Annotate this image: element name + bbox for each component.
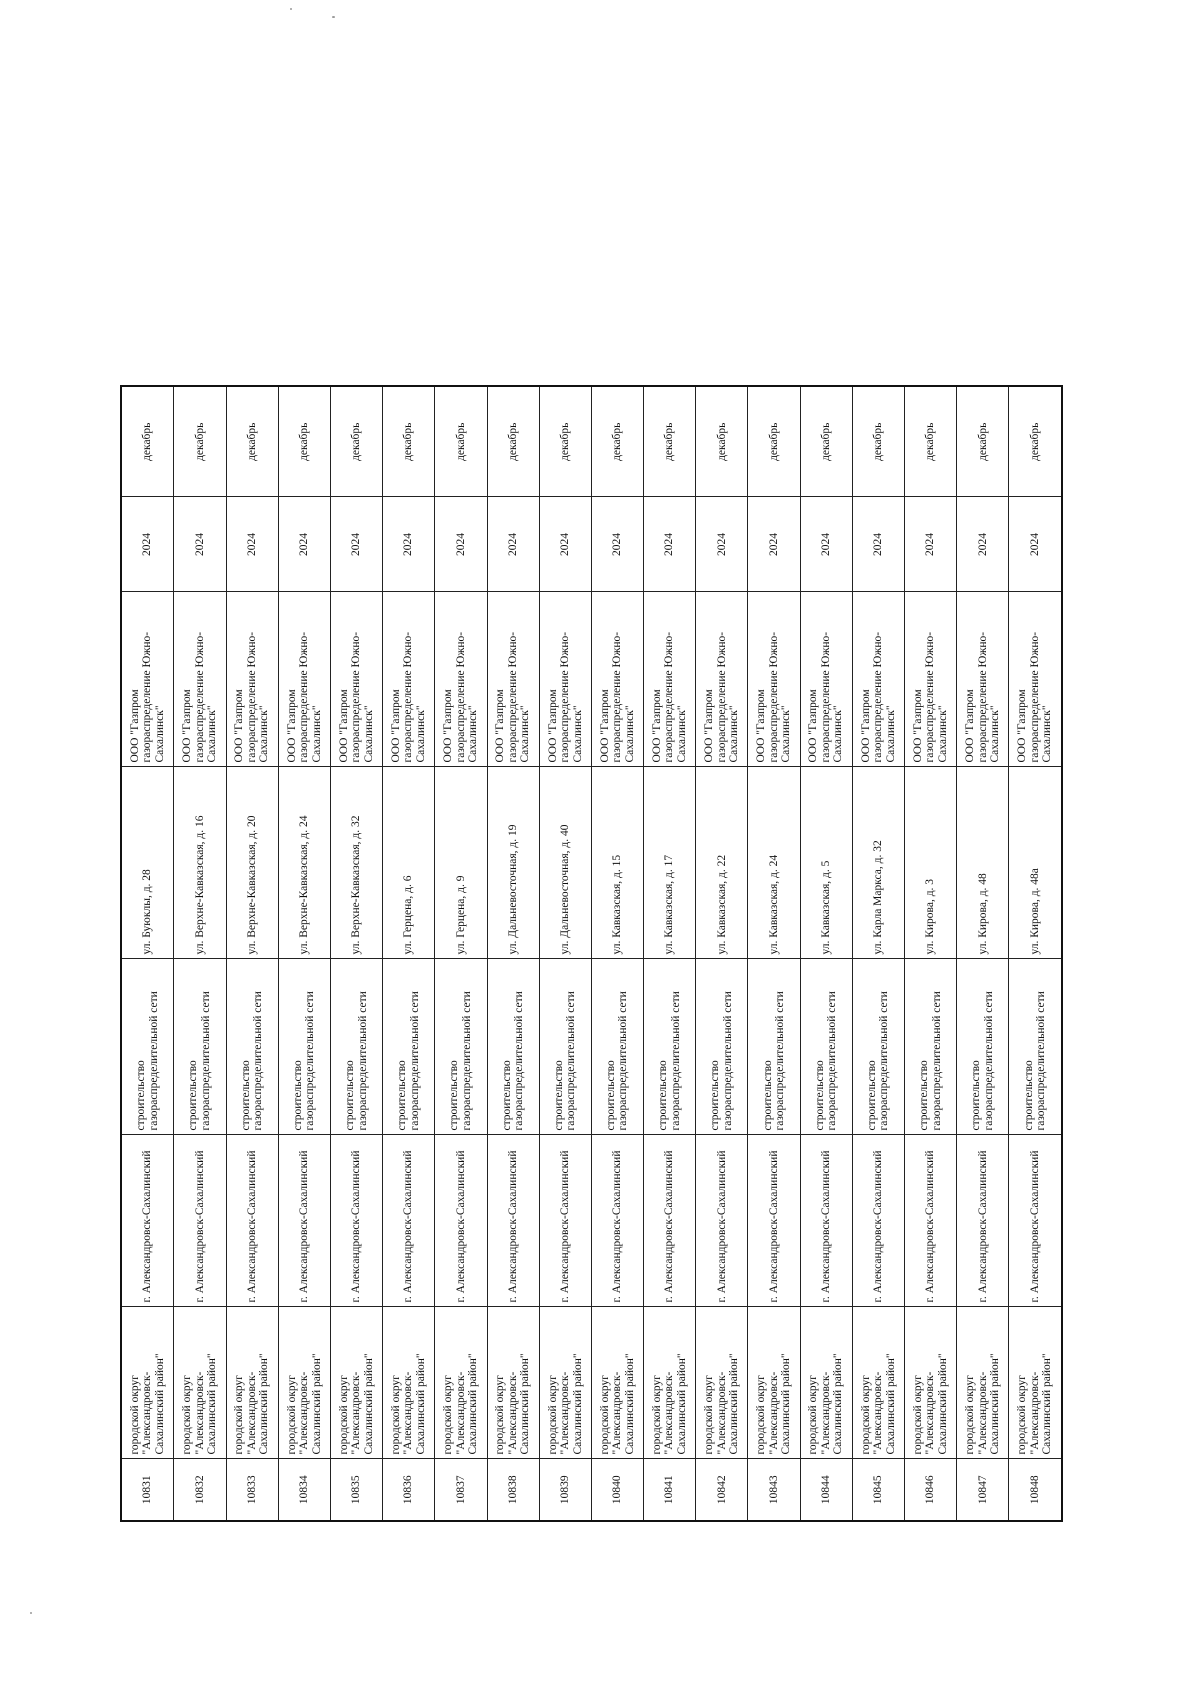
district-cell: городской округ "Александровск-Сахалинский район" (852, 1307, 904, 1459)
month-cell: декабрь (278, 386, 330, 497)
month-cell: декабрь (591, 386, 643, 497)
organization-cell: ООО "Газпром газораспределение Южно-Сахалинск" (852, 592, 904, 767)
month-cell: декабрь (800, 386, 852, 497)
work-type-cell: строительство газораспределительной сети (591, 959, 643, 1135)
district-cell: городской округ "Александровск-Сахалинский район" (487, 1307, 539, 1459)
month-cell: декабрь (383, 386, 435, 497)
table-row (435, 386, 487, 1521)
table-row (644, 386, 696, 1521)
work-type-cell: строительство газораспределительной сети (957, 959, 1009, 1135)
locality-cell: г. Александровск-Сахалинский (278, 1135, 330, 1307)
locality-cell: г. Александровск-Сахалинский (905, 1135, 957, 1307)
row-number: 10843 (748, 1459, 800, 1521)
month-cell: декабрь (121, 386, 174, 497)
table-row (330, 386, 382, 1521)
locality-cell: г. Александровск-Сахалинский (226, 1135, 278, 1307)
organization-cell: ООО "Газпром газораспределение Южно-Сахалинск" (800, 592, 852, 767)
row-number: 10831 (121, 1459, 174, 1521)
address-cell: ул. Дальневосточная, д. 40 (539, 767, 591, 959)
month-cell: декабрь (330, 386, 382, 497)
month-cell: декабрь (174, 386, 226, 497)
address-cell: ул. Кавказская, д. 15 (591, 767, 643, 959)
organization-cell: ООО "Газпром газораспределение Южно-Сахалинск" (487, 592, 539, 767)
year-cell: 2024 (487, 497, 539, 592)
table-row (121, 386, 174, 1521)
district-cell: городской округ "Александровск-Сахалинский район" (435, 1307, 487, 1459)
rotated-table-sheet (120, 387, 1063, 1522)
row-number: 10838 (487, 1459, 539, 1521)
organization-cell: ООО "Газпром газораспределение Южно-Сахалинск" (383, 592, 435, 767)
work-type-cell: строительство газораспределительной сети (748, 959, 800, 1135)
organization-cell: ООО "Газпром газораспределение Южно-Сахалинск" (330, 592, 382, 767)
district-cell: городской округ "Александровск-Сахалинский район" (383, 1307, 435, 1459)
locality-cell: г. Александровск-Сахалинский (644, 1135, 696, 1307)
work-type-cell: строительство газораспределительной сети (174, 959, 226, 1135)
organization-cell: ООО "Газпром газораспределение Южно-Сахалинск" (539, 592, 591, 767)
address-cell: ул. Кавказская, д. 24 (748, 767, 800, 959)
work-type-cell: строительство газораспределительной сети (1009, 959, 1062, 1135)
year-cell: 2024 (383, 497, 435, 592)
address-cell: ул. Кавказская, д. 17 (644, 767, 696, 959)
address-cell: ул. Кирова, д. 48 (957, 767, 1009, 959)
month-cell: декабрь (852, 386, 904, 497)
work-type-cell: строительство газораспределительной сети (539, 959, 591, 1135)
year-cell: 2024 (174, 497, 226, 592)
table-row (905, 386, 957, 1521)
year-cell: 2024 (644, 497, 696, 592)
organization-cell: ООО "Газпром газораспределение Южно-Сахалинск" (905, 592, 957, 767)
organization-cell: ООО "Газпром газораспределение Южно-Сахалинск" (644, 592, 696, 767)
month-cell: декабрь (905, 386, 957, 497)
organization-cell: ООО "Газпром газораспределение Южно-Сахалинск" (435, 592, 487, 767)
year-cell: 2024 (957, 497, 1009, 592)
month-cell: декабрь (748, 386, 800, 497)
table-row (226, 386, 278, 1521)
month-cell: декабрь (487, 386, 539, 497)
district-cell: городской округ "Александровск-Сахалинский район" (278, 1307, 330, 1459)
month-cell: декабрь (435, 386, 487, 497)
locality-cell: г. Александровск-Сахалинский (852, 1135, 904, 1307)
district-cell: городской округ "Александровск-Сахалинский район" (800, 1307, 852, 1459)
year-cell: 2024 (905, 497, 957, 592)
row-number: 10839 (539, 1459, 591, 1521)
organization-cell: ООО "Газпром газораспределение Южно-Сахалинск" (226, 592, 278, 767)
work-type-cell: строительство газораспределительной сети (644, 959, 696, 1135)
work-type-cell: строительство газораспределительной сети (383, 959, 435, 1135)
table-row (957, 386, 1009, 1521)
organization-cell: ООО "Газпром газораспределение Южно-Сахалинск" (696, 592, 748, 767)
address-cell: ул. Кирова, д. 3 (905, 767, 957, 959)
address-cell: ул. Кирова, д. 48а (1009, 767, 1062, 959)
work-type-cell: строительство газораспределительной сети (800, 959, 852, 1135)
year-cell: 2024 (226, 497, 278, 592)
row-number: 10834 (278, 1459, 330, 1521)
work-type-cell: строительство газораспределительной сети (278, 959, 330, 1135)
district-cell: городской округ "Александровск-Сахалинский район" (748, 1307, 800, 1459)
address-cell: ул. Кавказская, д. 22 (696, 767, 748, 959)
locality-cell: г. Александровск-Сахалинский (1009, 1135, 1062, 1307)
locality-cell: г. Александровск-Сахалинский (591, 1135, 643, 1307)
work-type-cell: строительство газораспределительной сети (330, 959, 382, 1135)
organization-cell: ООО "Газпром газораспределение Южно-Сахалинск" (278, 592, 330, 767)
organization-cell: ООО "Газпром газораспределение Южно-Сахалинск" (174, 592, 226, 767)
address-cell: ул. Верхне-Кавказская, д. 20 (226, 767, 278, 959)
address-cell: ул. Кавказская, д. 5 (800, 767, 852, 959)
address-cell: ул. Верхне-Кавказская, д. 24 (278, 767, 330, 959)
district-cell: городской округ "Александровск-Сахалинский район" (905, 1307, 957, 1459)
table-row (383, 386, 435, 1521)
address-cell: ул. Дальневосточная, д. 19 (487, 767, 539, 959)
table-row (696, 386, 748, 1521)
table-row (591, 386, 643, 1521)
month-cell: декабрь (226, 386, 278, 497)
district-cell: городской округ "Александровск-Сахалинский район" (226, 1307, 278, 1459)
row-number: 10845 (852, 1459, 904, 1521)
locality-cell: г. Александровск-Сахалинский (121, 1135, 174, 1307)
row-number: 10848 (1009, 1459, 1062, 1521)
year-cell: 2024 (1009, 497, 1062, 592)
month-cell: декабрь (696, 386, 748, 497)
year-cell: 2024 (748, 497, 800, 592)
organization-cell: ООО "Газпром газораспределение Южно-Сахалинск" (1009, 592, 1062, 767)
locality-cell: г. Александровск-Сахалинский (383, 1135, 435, 1307)
table-row (539, 386, 591, 1521)
locality-cell: г. Александровск-Сахалинский (435, 1135, 487, 1307)
month-cell: декабрь (1009, 386, 1062, 497)
table-row (278, 386, 330, 1521)
locality-cell: г. Александровск-Сахалинский (696, 1135, 748, 1307)
year-cell: 2024 (330, 497, 382, 592)
scan-speck (30, 1612, 32, 1614)
locality-cell: г. Александровск-Сахалинский (957, 1135, 1009, 1307)
district-cell: городской округ "Александровск-Сахалинский район" (330, 1307, 382, 1459)
work-type-cell: строительство газораспределительной сети (852, 959, 904, 1135)
work-type-cell: строительство газораспределительной сети (487, 959, 539, 1135)
month-cell: декабрь (644, 386, 696, 497)
address-cell: ул. Карла Маркса, д. 32 (852, 767, 904, 959)
work-type-cell: строительство газораспределительной сети (435, 959, 487, 1135)
table-row (1009, 386, 1062, 1521)
organization-cell: ООО "Газпром газораспределение Южно-Сахалинск" (121, 592, 174, 767)
address-cell: ул. Верхне-Кавказская, д. 32 (330, 767, 382, 959)
year-cell: 2024 (852, 497, 904, 592)
year-cell: 2024 (800, 497, 852, 592)
table-row (174, 386, 226, 1521)
district-cell: городской округ "Александровск-Сахалинский район" (591, 1307, 643, 1459)
organization-cell: ООО "Газпром газораспределение Южно-Сахалинск" (957, 592, 1009, 767)
organization-cell: ООО "Газпром газораспределение Южно-Сахалинск" (748, 592, 800, 767)
address-cell: ул. Герцена, д. 9 (435, 767, 487, 959)
work-type-cell: строительство газораспределительной сети (905, 959, 957, 1135)
district-cell: городской округ "Александровск-Сахалинский район" (957, 1307, 1009, 1459)
address-cell: ул. Герцена, д. 6 (383, 767, 435, 959)
row-number: 10832 (174, 1459, 226, 1521)
scan-speck (290, 8, 292, 10)
district-cell: городской округ "Александровск-Сахалинский район" (1009, 1307, 1062, 1459)
year-cell: 2024 (278, 497, 330, 592)
table-row (487, 386, 539, 1521)
work-type-cell: строительство газораспределительной сети (121, 959, 174, 1135)
locality-cell: г. Александровск-Сахалинский (800, 1135, 852, 1307)
row-number: 10835 (330, 1459, 382, 1521)
table-row (800, 386, 852, 1521)
row-number: 10837 (435, 1459, 487, 1521)
row-number: 10846 (905, 1459, 957, 1521)
locality-cell: г. Александровск-Сахалинский (539, 1135, 591, 1307)
table-row (748, 386, 800, 1521)
row-number: 10844 (800, 1459, 852, 1521)
district-cell: городской округ "Александровск-Сахалинский район" (644, 1307, 696, 1459)
work-type-cell: строительство газораспределительной сети (696, 959, 748, 1135)
row-number: 10847 (957, 1459, 1009, 1521)
work-type-cell: строительство газораспределительной сети (226, 959, 278, 1135)
year-cell: 2024 (121, 497, 174, 592)
year-cell: 2024 (696, 497, 748, 592)
organization-cell: ООО "Газпром газораспределение Южно-Сахалинск" (591, 592, 643, 767)
row-number: 10842 (696, 1459, 748, 1521)
district-cell: городской округ "Александровск-Сахалинский район" (174, 1307, 226, 1459)
locality-cell: г. Александровск-Сахалинский (330, 1135, 382, 1307)
year-cell: 2024 (591, 497, 643, 592)
row-number: 10833 (226, 1459, 278, 1521)
row-number: 10840 (591, 1459, 643, 1521)
row-number: 10841 (644, 1459, 696, 1521)
gasification-schedule-table (120, 385, 1063, 1522)
locality-cell: г. Александровск-Сахалинский (487, 1135, 539, 1307)
address-cell: ул. Буюклы, д. 28 (121, 767, 174, 959)
month-cell: декабрь (539, 386, 591, 497)
year-cell: 2024 (435, 497, 487, 592)
table-body (121, 386, 1062, 1521)
locality-cell: г. Александровск-Сахалинский (748, 1135, 800, 1307)
year-cell: 2024 (539, 497, 591, 592)
district-cell: городской округ "Александровск-Сахалинский район" (539, 1307, 591, 1459)
scan-speck (332, 16, 335, 18)
district-cell: городской округ "Александровск-Сахалинский район" (696, 1307, 748, 1459)
row-number: 10836 (383, 1459, 435, 1521)
district-cell: городской округ "Александровск-Сахалинский район" (121, 1307, 174, 1459)
address-cell: ул. Верхне-Кавказская, д. 16 (174, 767, 226, 959)
table-row (852, 386, 904, 1521)
locality-cell: г. Александровск-Сахалинский (174, 1135, 226, 1307)
month-cell: декабрь (957, 386, 1009, 497)
